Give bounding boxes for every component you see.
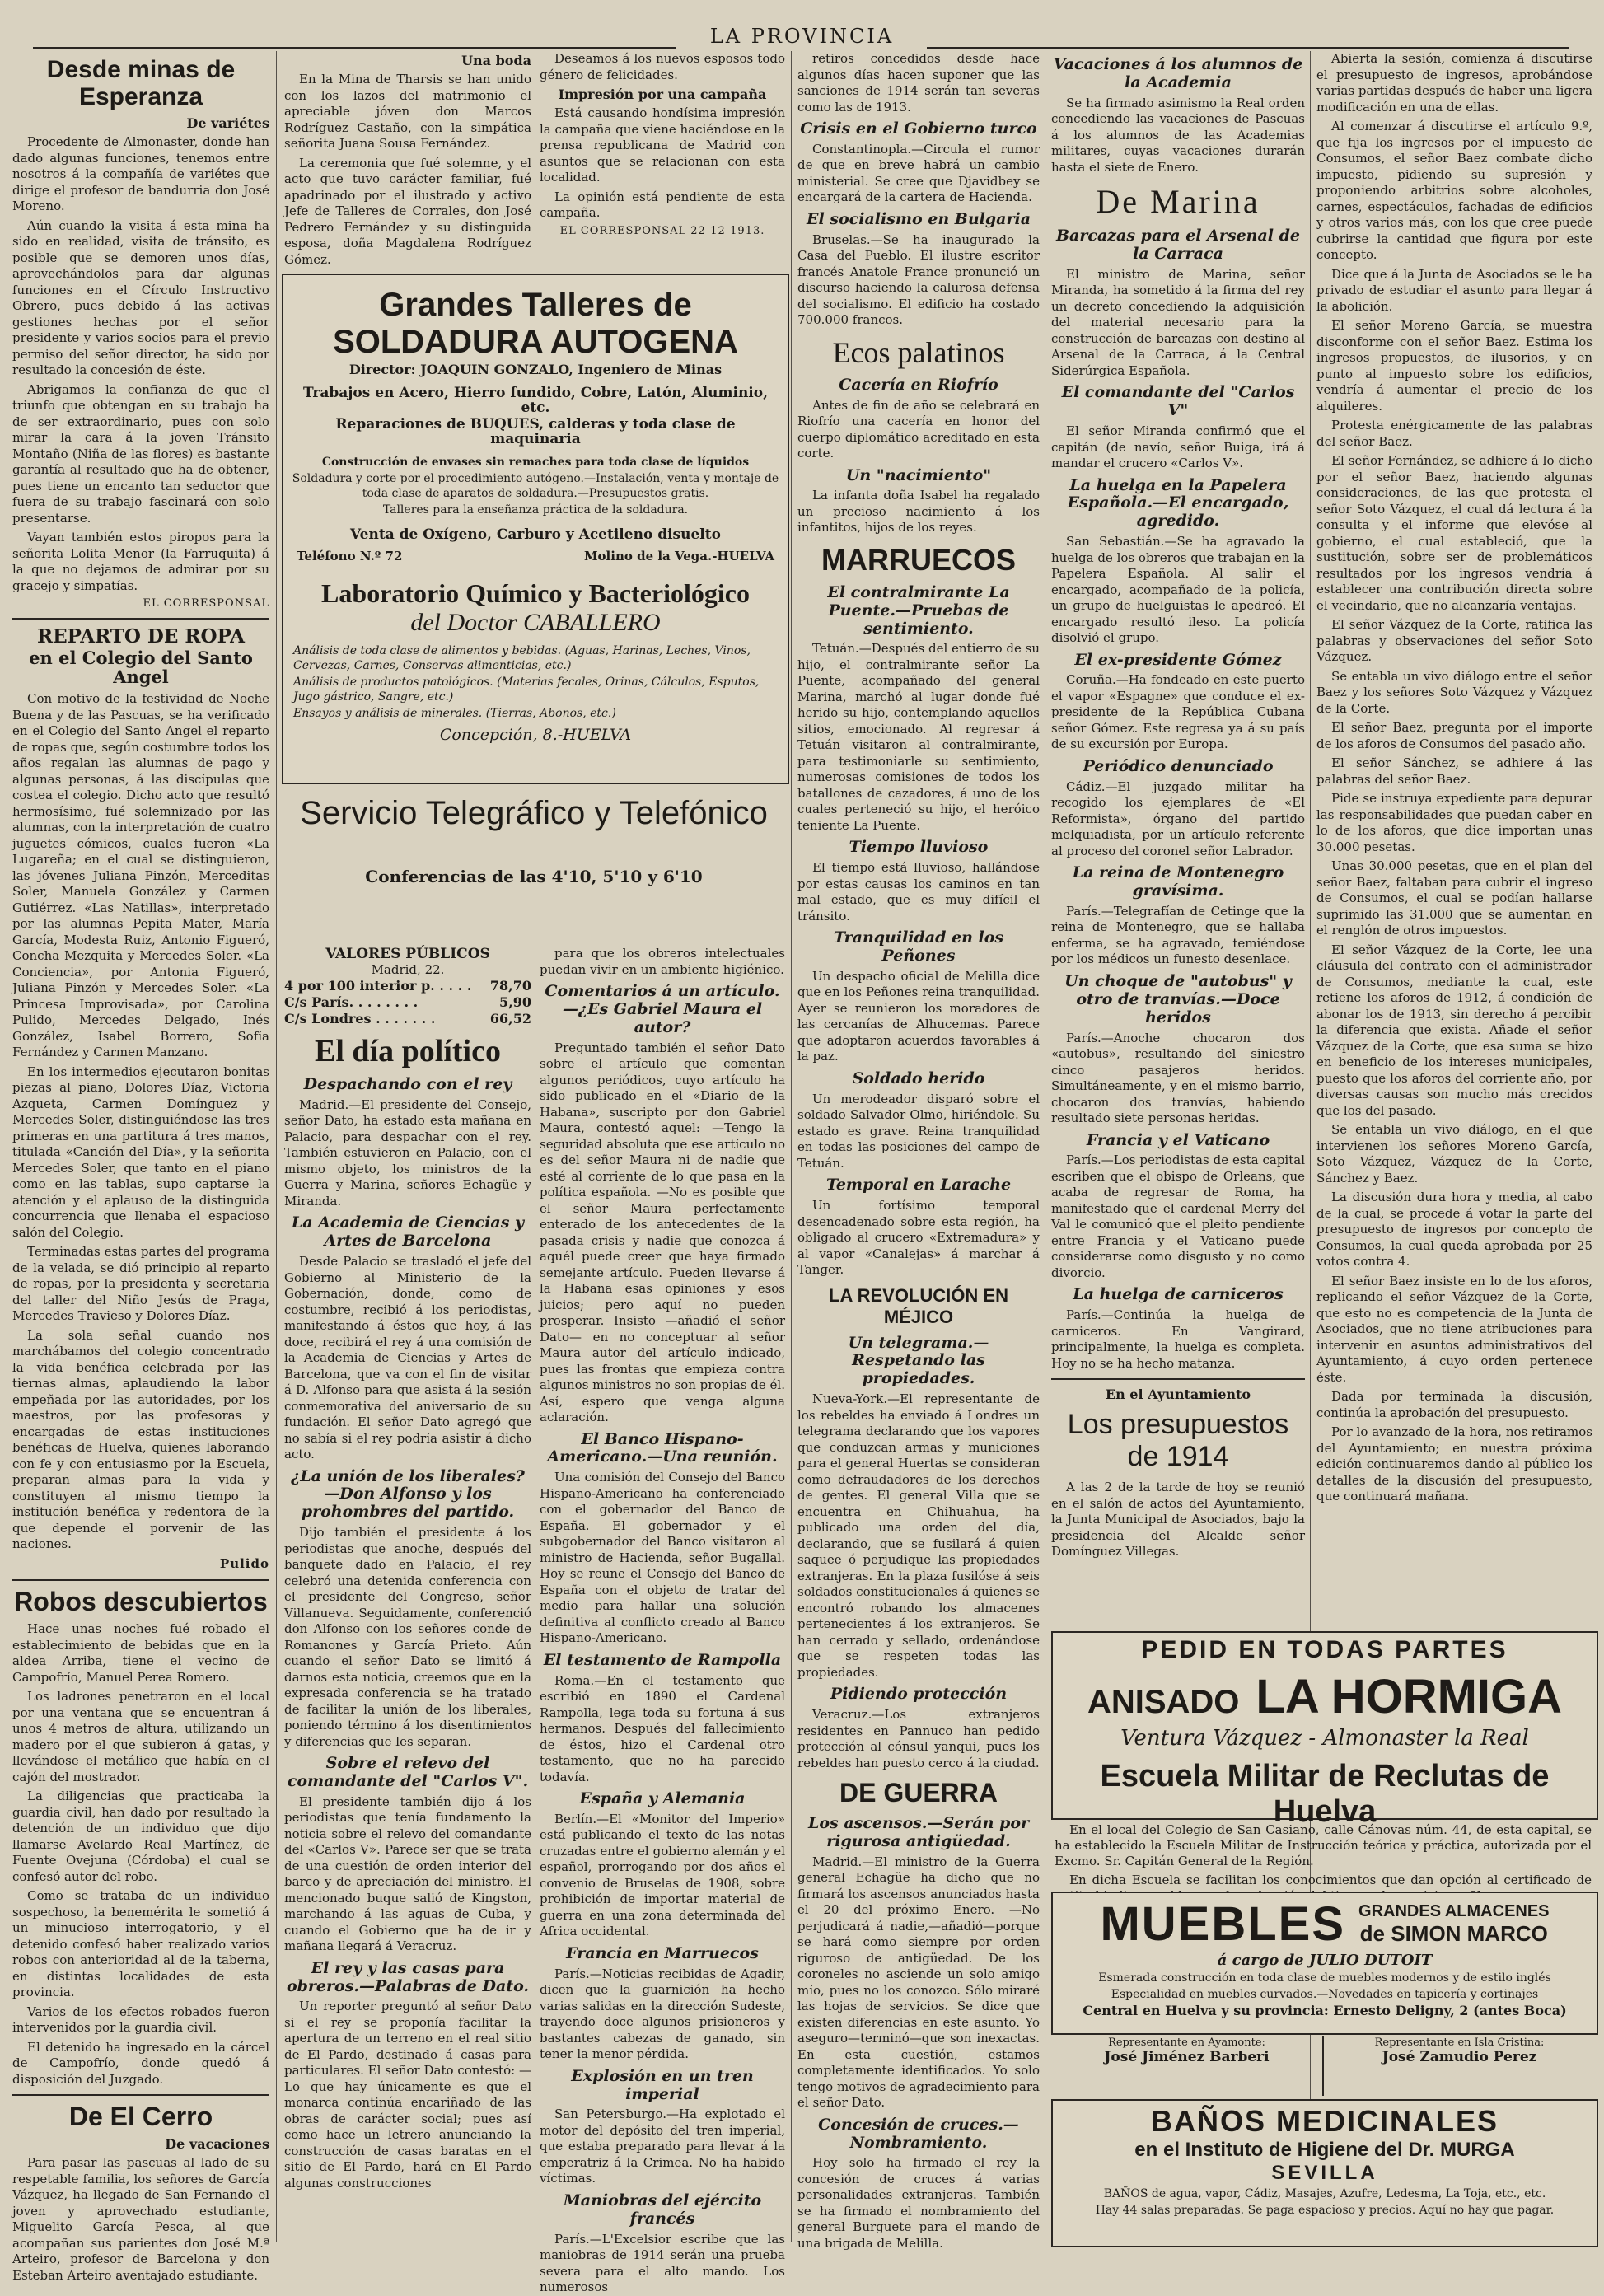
article-title: Tranquilidad en los Peñones: [833, 928, 1004, 966]
paragraph: San Sebastián.—Se ha agravado la huelga de los obreros que trabajan en la Papelera Española. Al salir el encargado, acompañado de la policía, un grupo de huelguistas le apedreó. El encargado resultó ileso. La policía disolvió el grupo.: [1051, 534, 1305, 646]
representatives: [1051, 2036, 1595, 2096]
ad-line: Director: JOAQUIN GONZALO, Ingeniero de Minas: [348, 362, 723, 377]
rep-label: Representante en Isla Cristina:: [1374, 2036, 1545, 2049]
paragraph: para que los obreros intelectuales puedan vivir en un ambiente higiénico.: [540, 946, 785, 977]
article-title: Una boda: [461, 53, 531, 68]
article-title: El comandante del "Carlos V": [1061, 383, 1295, 420]
ad-line: Soldadura y corte por el procedimiento autógeno.—Instalación, venta y montaje de toda clase de aparatos de soldadura.—Presupuestos gratis.: [292, 472, 779, 500]
telegraph-header: [282, 795, 786, 886]
ad-line: Construcción de envases sin remaches para toda clase de líquidos: [321, 456, 750, 469]
stock-label: 4 por 100 interior p. . . . .: [284, 978, 472, 994]
ad-brand-row: [1053, 1669, 1597, 1724]
ad-brand-prefix: ANISADO: [1087, 1684, 1240, 1720]
column-3-lower: [540, 946, 785, 2295]
divider: [12, 2094, 269, 2096]
article-title: Vacaciones á los alumnos de la Academia: [1053, 55, 1303, 91]
ad-laboratorio: [282, 570, 789, 784]
paragraph: Dijo también el presidente á los periodistas que anoche, después del banquete dado en Palacio, el rey celebró una detenida conferencia con el presidente del Congreso, señor Villanueva. Seguidamente, conferenció don Alfonso con los señores conde de Romanones y García Prieto. Aún cuando el señor Dato se limitó á darnos esta noticia, creemos que en la expresada conferencia se ha tratado de facilitar la unión de los liberales, poniendo término á los disentimientos y diferencias que les separan.: [284, 1525, 531, 1749]
article-title: Francia y el Vaticano: [1086, 1130, 1270, 1149]
paragraph: Al comenzar á discutirse el artículo 9.º, que fija los ingresos por el impuesto de Consumos, el señor Baez combate dicho impuesto, pidiendo su supresión y proponiendo arbitrios sobre alcoholes, carnes, espectáculos, fachadas de edificios y otros varios más, con los que cree puede cubrirse la cantidad que figura por este concepto.: [1316, 119, 1592, 262]
article-title: El Banco Hispano-Americano.—Una reunión.: [547, 1429, 778, 1466]
ad-footer: [297, 549, 774, 563]
paragraph: Como se trataba de un individuo sospechoso, la benemérita le sometió á un minucioso interrogatorio, y el detenido confesó haber realizado varios robos con anterioridad al de la taberna, en distintas localidades de esta provincia.: [12, 1888, 269, 2000]
column-4: [797, 51, 1040, 2251]
article-title: Un choque de "autobus" y otro de tranvías.—Doce heridos: [1064, 971, 1292, 1026]
ad-line: Esmerada construcción en toda clase de muebles modernos y de estilo inglés: [1098, 1971, 1551, 1985]
paragraph: Procedente de Almonaster, donde han dado algunas funciones, tenemos entre nosotros á la compañía de variétes que dirige el profesor de bandurria don José Moreno.: [12, 134, 269, 213]
ad-line: Trabajos en Acero, Hierro fundido, Cobre, Latón, Aluminio, etc.: [302, 385, 769, 416]
paragraph: Se entabla un vivo diálogo entre el señor Baez y los señores Soto Vázquez y Vázquez de la Corte.: [1316, 668, 1592, 716]
divider: [12, 618, 269, 620]
article-title: Temporal en Larache: [825, 1176, 1012, 1195]
paragraph: Pide se instruya expediente para depurar las responsabilidades que puedan caber en lo de los aforos, que dice importan unas 30.000 pesetas.: [1316, 791, 1592, 854]
rep-name: José Zamudio Perez: [1382, 2049, 1537, 2065]
section-label: En el Ayuntamiento: [1105, 1386, 1251, 1403]
ad-line: Reparaciones de BUQUES, calderas y toda clase de maquinaria: [335, 416, 736, 447]
ad-line: GRANDES ALMACENES: [1358, 1901, 1550, 1920]
article-title: Comentarios á un artículo.—¿Es Gabriel Maura el autor?: [545, 982, 780, 1036]
ad-line: SEVILLA: [1271, 2162, 1378, 2184]
masthead: [0, 25, 1604, 51]
divider: [1051, 1378, 1305, 1380]
ad-brand-side: [1358, 1902, 1550, 1947]
article-title: Un telegrama.—Respetando las propiedades.: [848, 1333, 989, 1388]
ad-subtitle: del Doctor CABALLERO: [410, 609, 661, 636]
paragraph: Deseamos á los nuevos esposos todo género de felicidades.: [540, 51, 785, 82]
stock-row: [284, 1011, 531, 1026]
paragraph: Se entabla un vivo diálogo, en el que intervienen los señores Moreno García, Soto Vázquez, Vázquez de la Corte, Sánchez y Baez.: [1316, 1122, 1592, 1185]
stock-date: Madrid, 22.: [371, 962, 445, 977]
ad-line: Central en Huelva y su provincia: Ernesto Deligny, 2 (antes Boca): [1083, 2003, 1567, 2018]
paragraph: En los intermedios ejecutaron bonitas piezas al piano, Dolores Díaz, Victoria Azqueta, Carmen Domínguez y Mercedes Soler, distinguiéndose las tres primeras en una partitura á tres manos, titulada «Canción del Día», y la señorita Mercedes Soler, que tanto en el piano como en las tablas, supo captarse la atención y el aplauso de la distinguida concurrencia que llenaba el espacioso salón del Colegio.: [12, 1064, 269, 1240]
paragraph: El ministro de Marina, señor Miranda, ha sometido á la firma del rey un decreto concediendo la adquisición del material necesario para la construcción de barcazas con destino al Arsenal de la Carraca, á la Central Siderúrgica Española.: [1051, 266, 1305, 378]
section-title: De Marina: [1096, 183, 1260, 221]
ad-line: Talleres para la enseñanza práctica de la soldadura.: [382, 503, 689, 517]
paragraph: San Petersburgo.—Ha explotado el motor del depósito del tren imperial, que estaba preparado para llevar á la emperatriz á la Crimea. No ha habido víctimas.: [540, 2107, 785, 2186]
ad-brand-row: [1053, 1896, 1597, 1952]
divider: [12, 1579, 269, 1581]
article-title: REPARTO DE ROPA: [36, 625, 246, 648]
paragraph: Hoy solo ha firmado el rey la concesión de cruces á varias personalidades extranjeras. También se ha firmado el nombramiento del general Burguete para el mando de una brigada de Melilla.: [797, 2155, 1040, 2251]
paragraph: Berlín.—El «Monitor del Imperio» está publicando el texto de las notas cruzadas entre el gobierno alemán y el español, prorrogando por dos años el convenio de Bruselas de 1908, sobre prohibición de importar material de guerra en una zona determinada del Africa occidental.: [540, 1811, 785, 1939]
section-title: DE GUERRA: [839, 1778, 998, 1807]
paragraph: La infanta doña Isabel ha regalado un precioso nacimiento á los infantitos, hijos de los reyes.: [797, 488, 1040, 535]
paragraph: Preguntado también el señor Dato sobre el artículo que comentan algunos periódicos, cuyo artículo ha sido publicado en el «Diario de la Habana», suscripto por don Gabriel Maura, contestó aquel: —Tengo la seguridad absoluta que ese artículo no es del señor Maura ni de nadie que esté al corriente de lo que pasa en la política española. —No es posible que el señor Maura perfectamente enterado de los antecedentes de la pasada crisis y nadie que conozca á aquél puede creer que haya firmado semejante artículo. Pueden llevarse á la Habana esas opiniones y esos juicios; pero aquí no pueden prosperar. Insisto —añadió el señor Dato— en no conceptuar al señor Maura autor del artículo indicado, pues las frontas que empieza contra algunos ministros no son propias de él. Así, espero que venga alguna aclaración.: [540, 1040, 785, 1425]
paragraph: París.—Telegrafían de Cetinge que la reina de Montenegro, que se hallaba enferma, se ha agravado, temiéndose por los médicos un funesto desenlace.: [1051, 903, 1305, 967]
paragraph: Dada por terminada la discusión, continúa la aprobación del presupuesto.: [1316, 1389, 1592, 1420]
paragraph: Los ladrones penetraron en el local por una ventana que se encuentran á unos 4 metros de altura, utilizando un madero por el que subieron á gatas, y llevándose el metálico que había en el cajón del mostrador.: [12, 1689, 269, 1784]
article-title: Los ascensos.—Serán por rigurosa antigüedad.: [807, 1814, 1030, 1850]
paragraph: El señor Miranda confirmó que el capitán (de navío, señor Buiga, irá á mandar el crucero «Carlos V».: [1051, 423, 1305, 471]
section-title: MARRUECOS: [821, 542, 1016, 577]
ad-title: Escuela Militar de Reclutas de Huelva: [1100, 1759, 1550, 1829]
representative: [1051, 2036, 1322, 2096]
article-title: Robos descubiertos: [14, 1586, 268, 1616]
article-title: El socialismo en Bulgaria: [806, 209, 1031, 228]
paragraph: Unas 30.000 pesetas, que en el plan del señor Baez, faltaban para cubrir el ingreso de Consumos, el cual se podían hallarse suprimido las 31.000 que se aumentan en el renglón de otros impuestos.: [1316, 858, 1592, 938]
section-title: El día político: [315, 1034, 501, 1069]
article-title: Soldado herido: [852, 1069, 985, 1087]
paragraph: Constantinopla.—Circula el rumor de que en breve habrá un cambio ministerial. Se cree que Djavidbey se encargará de la cartera de Hacienda.: [797, 141, 1040, 205]
paragraph: Madrid.—El presidente del Consejo, señor Dato, ha estado esta mañana en Palacio, para despachar con el rey. También estuvieron en Palacio, con el mismo objeto, los ministros de la Guerra y Marina, señores Echagüe y Miranda.: [284, 1097, 531, 1209]
paragraph: El señor Moreno García, se muestra disconforme con el señor Baez. Estima los ingresos propuestos, de ilusorios, y en punto al impuesto sobre los edificios, vendría á aumentar el precio de los alquileres.: [1316, 318, 1592, 414]
paragraph: París.—Continúa la huelga de carniceros. En Vangirard, principalmente, la huelga es completa. Hoy no se ha hecho matanza.: [1051, 1307, 1305, 1371]
ad-brand: MUEBLES: [1100, 1897, 1346, 1951]
ad-la-hormiga: [1051, 1631, 1598, 1829]
paragraph: Hace unas noches fué robado el establecimiento de bebidas que en la aldea Arriba, tiene el vecino de Campofrío, Manuel Perea Romero.: [12, 1621, 269, 1685]
ad-title: BAÑOS MEDICINALES: [1150, 2104, 1499, 2138]
paragraph: retiros concedidos desde hace algunos días hacen suponer que las sanciones de 1914 serán tan severas como las de 1913.: [797, 51, 1040, 115]
ad-headline: PEDID EN TODAS PARTES: [1141, 1636, 1508, 1663]
ad-line: Análisis de productos patológicos. (Materias fecales, Orinas, Cálculos, Esputos, Jugo gástrico, Sangre, etc.): [293, 676, 760, 704]
paragraph: Coruña.—Ha fondeado en este puerto el vapor «Espagne» que conduce el ex-presidente de la República Cubana señor Gómez. Este regresa ya á su país de su excursión por Europa.: [1051, 672, 1305, 752]
stock-row: [284, 978, 531, 994]
stock-label: C/s París. . . . . . . .: [284, 994, 419, 1010]
article-title: Maniobras del ejército francés: [563, 2191, 762, 2228]
ad-line: en el Instituto de Higiene del Dr. MURGA: [1134, 2139, 1515, 2161]
paragraph: Un despacho oficial de Melilla dice que en los Peñones reina tranquilidad. Ayer se reunieron los moradores de las cercanías de Alhucemas. Parece que adoptaron acuerdos favorables á la paz.: [797, 968, 1040, 1064]
paragraph: El tiempo está lluvioso, hallándose por estas causas los caminos en tan mal estado, que es muy difícil el tránsito.: [797, 860, 1040, 924]
paragraph: París.—Los periodistas de esta capital escriben que el obispo de Orleans, que acaba de regresar de Roma, ha manifestado que el cardenal Merry del Val le comunicó que el pleito pendiente entre Francia y el Vaticano puede considerarse como disgusto y no como divorcio.: [1051, 1153, 1305, 1280]
conference-times: Conferencias de las 4'10, 5'10 y 6'10: [365, 867, 703, 886]
article-title: Explosión en un tren imperial: [571, 2066, 754, 2103]
ad-muebles: [1051, 1892, 1598, 2035]
paragraph: A las 2 de la tarde de hoy se reunió en el salón de actos del Ayuntamiento, la Junta Municipal de Asociados, bajo la presidencia del Alcalde señor Domínguez Villegas.: [1051, 1480, 1305, 1560]
paragraph: Roma.—En el testamento que escribió en 1890 el Cardenal Rampolla, lega toda su fortuna á sus hermanos. Después del fallecimiento de éstos, hizo el Cardenal otro testamento, que no ha parecido todavía.: [540, 1672, 785, 1784]
section-title: Los presupuestos de 1914: [1067, 1409, 1289, 1473]
ad-soldadura: [282, 274, 789, 573]
article-title: El ex-presidente Gómez: [1074, 650, 1282, 669]
paragraph: El señor Baez insiste en lo de los aforos, replicando el señor Vázquez de la Corte, que esto no es competencia de la Junta de Asociados, que no tiene atribuciones para intervenir en asuntos administrativos del Ayuntamiento, á cuyo orden pertenece éste.: [1316, 1273, 1592, 1385]
paragraph: Con motivo de la festividad de Noche Buena y de las Pascuas, se ha verificado en el Colegio del Santo Angel el reparto de ropas que, según costumbre todos los años regalan las alumnas de pago y algunas personas, á las discípulas que costea el colegio. Dicho acto que resultó hermosísimo, fué solemnizado por las alumnas, con la interpretación de cuatro juguetes cómicos, cuales fueron «La Lugareña; en el cual se distinguieron, las jóvenes Juliana Pinzón, Merceditas Soler, Manuela González y Carmen Gutiérrez. «Las Natillas», interpretado por las alumnas Pepita Mater, María García, Modesta Ruiz, Antonio Figueró, Concha Mezquita y Mercedes Soler. «La Conciencia», por Antonia Figueró, Juliana Pinzón y Mercedes Soler. «La Princesa Improvisada», por Carolina Pulido, Mercedes Delgado, Inés González, Isabel Borrero, Sofía Fernández y Carmen Manzano.: [12, 691, 269, 1060]
article-subtitle: De vacaciones: [165, 2136, 269, 2153]
ad-line: de SIMON MARCO: [1359, 1920, 1548, 1946]
article-title: La reina de Montenegro gravísima.: [1072, 863, 1284, 900]
article-title: Concesión de cruces.—Nombramiento.: [818, 2115, 1019, 2152]
article-title: Francia en Marruecos: [566, 1943, 759, 1962]
paragraph: Protesta enérgicamente de las palabras del señor Baez.: [1316, 418, 1592, 449]
signature: Pulido: [219, 1555, 269, 1571]
paragraph: Dice que á la Junta de Asociados se le ha privado de estudiar el asunto para llegar á la abolición.: [1316, 266, 1592, 314]
representative: [1324, 2036, 1595, 2096]
stock-header: VALORES PÚBLICOS: [325, 946, 490, 962]
paragraph: Para pasar las pascuas al lado de su respetable familia, los señores de García Vázquez, ha llegado de San Fernando el joven y aprovechado estudiante, Miguelito García Pesca, al que acompañan sus parientes don José M.ª Arteiro, profesor de Barcelona y don Esteban Arteiro aventajado estudiante.: [12, 2155, 269, 2283]
column-2-lower: [284, 946, 531, 2243]
paragraph: La sola señal cuando nos marchábamos del colegio concentrado la vida benéfica celebrada por las tiernas almas, aplaudiendo la labor empeñada por las autoridades, por los maestros, por las profesoras y encargadas de estas instituciones benéficas de Huelva, quienes laborando con fe y con entusiasmo por la Escuela, preparan almas para la vida y constituyen al mismo tiempo la institución benéfica y redentora de la que depende el porvenir de las naciones.: [12, 1327, 269, 1552]
masthead-rule-left: [33, 47, 676, 49]
ad-line: á cargo de JULIO DUTOIT: [1217, 1952, 1433, 1969]
article-title: Crisis en el Gobierno turco: [800, 119, 1037, 138]
ad-address: Molino de la Vega.-HUELVA: [583, 549, 774, 563]
article-title: La huelga de carniceros: [1073, 1285, 1284, 1304]
paragraph: Madrid.—El ministro de la Guerra general Echagüe ha dicho que no firmará los ascensos anunciados hasta el 20 del próximo Enero. —No perjudicará á nadie,—añadió—porque se hará como siempre por orden riguroso de antigüedad. De los coroneles no asciende un solo amigo mío, pues no los conozco. Sólo miraré las hojas de servicios. Se dice que existen diferencias en este asunto. Yo aseguro—terminó—que son inexactas. En esta cuestión, estamos completamente identificados. Yo solo tengo motivos de agradecimiento para el señor Dato.: [797, 1854, 1040, 2111]
column-2-top: [284, 51, 531, 269]
rep-name: José Jiménez Barberi: [1104, 2049, 1270, 2065]
paragraph: Está causando hondísima impresión la campaña que viene haciéndose en la prensa republicana de Madrid con asuntos que se relacionan con esta localidad.: [540, 105, 785, 185]
paragraph: El señor Vázquez de la Corte, lee una cláusula del contrato con el administrador de Consumos, mediante la cual, este retiene los aforos de 1912, á condición de abonar los de 1913, sin derecho á percibir la diferencia que exista. Añade el señor Vázquez de la Corte, que esa suma se hizo en beneficio de los intereses municipales, puesto que los aforos del corriente año, por diversas causas son mucho más crecidos que los del pasado.: [1316, 942, 1592, 1118]
paragraph: París.—Anoche chocaron dos «autobus», resultando del siniestro cinco pasajeros heridos. Simultáneamente, y en el mismo barrio, chocaron dos tranvías, habiendo resultado siete personas heridas.: [1051, 1030, 1305, 1125]
ad-line: Ensayos y análisis de minerales. (Tierras, Abonos, etc.): [293, 707, 616, 720]
paragraph: La diligencias que practicaba la guardia civil, han dado por resultado la detención de un individuo que dijo llamarse Avelardo Real Martínez, de Fuente Ovejuna (Córdoba) el cual se confesó autor del robo.: [12, 1789, 269, 1884]
newspaper-title: LA PROVINCIA: [709, 25, 895, 48]
paragraph: El señor Fernández, se adhiere á lo dicho por el señor Baez, haciendo algunas consideraciones, de las que protesta el señor Soto Vázquez, el cual dá lectura á la consulta y el informe que elevóse al gobierno, el cual estableció, que la sustitución, sobre ser de problemáticos resultados por los ingresos vendría á establecer una contribución directa sobre el vecindario, que no alcanzaría ventajas.: [1316, 453, 1592, 613]
paragraph: La opinión está pendiente de esta campaña.: [540, 189, 785, 220]
article-title: Pidiendo protección: [830, 1685, 1008, 1704]
article-title: La huelga en la Papelera Española.—El encargado, agredido.: [1067, 475, 1289, 531]
paragraph: Aún cuando la visita á esta mina ha sido en realidad, visita de tránsito, es posible que se demoren unos días, aprovechándolos para dar algunas funciones en el Círculo Instructivo Obrero, pues debido á las activas gestiones hechas por el señor presidente y varios socios para el previo permiso del señor director, ha sido por resultado la concesión de éste.: [12, 217, 269, 377]
paragraph: En dicha Escuela se facilitan los conocimientos que dan opción al certificado de: [1069, 1873, 1592, 1887]
section-title: Servicio Telegráfico y Telefónico: [300, 795, 768, 831]
stock-row: [284, 994, 531, 1010]
paragraph: Un merodeador disparó sobre el soldado Salvador Olmo, hiriéndole. Su estado es grave. Reina tranquilidad en todas las posiciones del campo de Tetuán.: [797, 1091, 1040, 1171]
paragraph: París.—L'Excelsior escribe que las maniobras de 1914 serán una prueba severa para el alto mando. Los numerosos: [540, 2231, 785, 2295]
column-divider: [276, 51, 277, 2242]
paragraph: Abrigamos la confianza de que el triunfo que obtengan en su trabajo ha de ser extraordinario, pues con solo mirar la cara á la joven Tránsito Montaño (Niña de las flores) es bastante garantía al resultado que ha de obtener, pues tiene un encanto tan seductor que fuera de su trabajo fascinará con solo presentarse.: [12, 381, 269, 526]
paragraph: En la Mina de Tharsis se han unido con los lazos del matrimonio el apreciable jóven don Marcos Rodríguez Castaño, con la simpática señorita Juana Sousa Fernández.: [284, 72, 531, 151]
paragraph: Desde Palacio se trasladó el jefe del Gobierno al Ministerio de la Gobernación, donde, como de costumbre, recibió á los periodistas, manifestando á éstos que hoy, á las doce, recibirá el rey á una comisión de la Academia de Ciencias y Artes de Barcelona, que va con el fin de visitar á D. Alfonso para que asista á la sesión conmemorativa del aniversario de su fundación. El señor Dato agregó que no sabía si el rey podría asistir á dicho acto.: [284, 1254, 531, 1462]
paragraph: Un reporter preguntó al señor Dato si el rey se proponía facilitar la apertura de un terreno en el real sitio de El Pardo, destinado á casas para particulares. El señor Dato contestó: —Lo que hay únicamente es que el monarca continúa encariñado de las obras de carácter social; pues así como hace un letrero anunciando la construcción de casas baratas en el sitio de El Pardo, hará en El Pardo algunas construcciones: [284, 1999, 531, 2191]
paragraph: Terminadas estas partes del programa de la velada, se dió principio al reparto de ropas, por la presidenta y secretaria del taller del Niño Jesús de Praga, Mercedes Travieso y Dolores Díaz.: [12, 1244, 269, 1324]
ad-line: Análisis de toda clase de alimentos y bebidas. (Aguas, Harinas, Leches, Vinos, Cervezas, Carnes, Conservas alimenticias, etc.): [293, 644, 751, 672]
paragraph: En el local del Colegio de San Casiano, calle Cánovas núm. 44, de esta capital, se ha establecido la Escuela Militar de Instrucción teórica y práctica, autorizada por el Excmo. Sr. Capitán General de la Región.: [1055, 1822, 1592, 1868]
paragraph: El señor Sánchez, se adhiere á las palabras del señor Baez.: [1316, 755, 1592, 787]
article-title: España y Alemania: [579, 1789, 746, 1808]
article-title: Desde minas de Esperanza: [46, 56, 236, 110]
ad-line: Ventura Vázquez - Almonaster la Real: [1120, 1726, 1529, 1751]
article-title: Barcazas para el Arsenal de la Carraca: [1056, 227, 1300, 264]
paragraph: Se ha firmado asimismo la Real orden concediendo las vacaciones de Pascuas á los alumnos de las Academias militares, cuyas vacaciones durarán hasta el siete de Enero.: [1051, 95, 1305, 175]
article-title: Impresión por una campaña: [558, 87, 767, 102]
article-title: ¿La unión de los liberales?—Don Alfonso y los prohombres del partido.: [291, 1466, 525, 1522]
paragraph: La discusión dura hora y media, al cabo de la cual, se procede á votar la parte del presupuesto de ingresos por concepto de Consumos, la cual queda aprobada por 25 votos contra 4.: [1316, 1190, 1592, 1269]
column-divider: [791, 51, 792, 2242]
article-title: El contralmirante La Puente.—Pruebas de sentimiento.: [827, 582, 1010, 638]
paragraph: Un fortísimo temporal desencadenado sobre esta región, ha obligado al crucero «Extremadura» y al vapor «Canalejas» á marchar á Tanger.: [797, 1198, 1040, 1278]
article-title: El testamento de Rampolla: [543, 1650, 782, 1669]
article-title: Despachando con el rey: [303, 1075, 512, 1093]
ad-phone: Teléfono N.º 72: [297, 549, 403, 563]
signature: EL CORRESPONSAL: [143, 597, 269, 610]
ad-brand: LA HORMIGA: [1256, 1670, 1563, 1723]
paragraph: Antes de fin de año se celebrará en Riofrío una cacería en honor del cuerpo diplomático acreditado en esta corte.: [797, 397, 1040, 461]
article-subtitle: De variétes: [186, 115, 269, 131]
rep-label: Representante en Ayamonte:: [1108, 2036, 1265, 2049]
paragraph: Tetuán.—Después del entierro de su hijo, el contralmirante señor La Puente, acompañado del general Marina, marchó al lugar donde fué herido su hijo, contemplando aquellos sitios, emocionado. Al regresar á Tetuán visitaron al contralmirante, para testimoniarle su sentimiento, numerosas comisiones de todos los batallones de cazadores, á uno de los cuales perteneció su hijo, el heróico teniente La Puente.: [797, 641, 1040, 833]
masthead-rule-right: [927, 47, 1569, 49]
article-title: Periódico denunciado: [1083, 756, 1274, 775]
stock-value: 5,90: [499, 994, 531, 1010]
paragraph: Varios de los efectos robados fueron intervenidos por la guardia civil.: [12, 2004, 269, 2036]
column-5: [1051, 51, 1305, 1625]
ad-title: Laboratorio Químico y Bacteriológico: [321, 578, 750, 608]
section-title: Ecos palatinos: [832, 335, 1005, 369]
ad-line: Venta de Oxígeno, Carburo y Acetileno disuelto: [350, 526, 721, 543]
paragraph: Vayan también estos piropos para la señorita Lolita Menor (la Farruquita) á la que no dejamos de admirar por su gracejo y simpatías.: [12, 530, 269, 593]
paragraph: Abierta la sesión, comienza á discutirse el presupuesto de ingresos, aprobándose varias partidas después de haber una ligera modificación en una de ellas.: [1316, 51, 1592, 115]
ad-banos: [1051, 2099, 1598, 2247]
paragraph: Por lo avanzado de la hora, nos retiramos del Ayuntamiento; en nuestra próxima edición continuaremos dando al público los detalles de la discusión del presupuesto, que continuará mañana.: [1316, 1424, 1592, 1503]
article-title: La Academia de Ciencias y Artes de Barcelona: [291, 1213, 525, 1251]
paragraph: La ceremonia que fué solemne, y el acto que tuvo carácter familiar, fué apadrinado por el ilustrado y activo Jefe de Talleres de Corrales, don José Pedrero Fernández y su distinguida esposa, doña Magdalena Rodríguez Gómez.: [284, 155, 531, 267]
section-title: LA REVOLUCIÓN EN MÉJICO: [829, 1284, 1008, 1327]
ad-line: BAÑOS de agua, vapor, Cádiz, Masajes, Azufre, Ledesma, La Toja, etc., etc.: [1103, 2187, 1546, 2200]
paragraph: París.—Noticias recibidas de Agadir, dicen que la guarnición ha hecho varias salidas en la dirección Sudeste, trayendo doce algunos prisioneros y bastantes cabezas de ganado, sin tener la menor pérdida.: [540, 1966, 785, 2062]
stock-value: 66,52: [489, 1011, 531, 1026]
signature: EL CORRESPONSAL 22-12-1913.: [559, 224, 765, 237]
column-1: [12, 51, 269, 2283]
paragraph: Veracruz.—Los extranjeros residentes en Pannuco han pedido protección al cónsul yanqui, pues los rebeldes han puesto cerco á la ciudad.: [797, 1707, 1040, 1770]
article-title: Sobre el relevo del comandante del "Carlos V".: [287, 1754, 529, 1790]
column-6: [1316, 51, 1592, 1625]
column-3-top: [540, 51, 785, 269]
ad-title: Grandes Talleres de SOLDADURA AUTOGENA: [333, 287, 738, 360]
stock-value: 78,70: [489, 978, 531, 994]
paragraph: Cádiz.—El juzgado militar ha recogido los ejemplares de «El Reformista», órgano del partido melquiadista, por un artículo referente al proceso del coronel señor Labrador.: [1051, 779, 1305, 858]
article-title: El rey y las casas para obreros.—Palabras de Dato.: [286, 1958, 530, 1995]
stock-label: C/s Londres . . . . . . .: [284, 1011, 436, 1026]
paragraph: El señor Baez, pregunta por el importe de los aforos de Consumos del pasado año.: [1316, 720, 1592, 751]
ad-line: Hay 44 salas preparadas. Se paga espacioso y precios. Aquí no hay que pagar.: [1095, 2204, 1555, 2217]
ad-address: Concepción, 8.-HUELVA: [439, 726, 632, 744]
paragraph: Nueva-York.—El representante de los rebeldes ha enviado á Londres un telegrama declarando que los vapores que conduzcan armas y municiones para el general Huertas se consideran como defraudadores de los derechos de gentes. El general Villa que se encuentra en Chihuahua, ha publicado una orden del día, declarando, que se fusilará á quien saquee ó perjudique las propiedades extranjeras. En la plaza fusilóse á seis soldados constitucionales á quienes se encontró robando los almacenes pertenecientes á los extranjeros. Se han cerrado y sellado, ordenándose que se respeten todas las propiedades.: [797, 1391, 1040, 1680]
paragraph: El presidente también dijo á los periodistas que tenía fundamento la noticia sobre el relevo del comandante del «Carlos V». Parece ser que se trata de una cuestión de orden interior del barco y de apreciación del ministro. El mencionado buque salió de Kingston, marchando á las aguas de Cuba, y cuando el Gobierno que ha de ir y mañana llegará á Veracruz.: [284, 1793, 531, 1954]
ad-line: Especialidad en muebles curvados.—Novedades en tapicería y cortinajes: [1111, 1988, 1539, 2001]
article-title: en el Colegio del Santo Angel: [29, 648, 253, 688]
article-title: Tiempo lluvioso: [849, 838, 989, 857]
paragraph: Bruselas.—Se ha inaugurado la Casa del Pueblo. El ilustre escritor francés Anatole France pronunció un discurso haciendo la calurosa defensa del socialismo. El edificio ha costado 700.000 francos.: [797, 231, 1040, 328]
article-title: De El Cerro: [68, 2102, 213, 2132]
article-title: Un "nacimiento": [845, 465, 992, 484]
paragraph: El detenido ha ingresado en la cárcel de Campofrío, donde quedó á disposición del Juzgado.: [12, 2039, 269, 2087]
paragraph: El señor Vázquez de la Corte, ratifica las palabras y observaciones del señor Soto Vázquez.: [1316, 617, 1592, 664]
article-title: Cacería en Riofrío: [839, 375, 998, 394]
paragraph: Una comisión del Consejo del Banco Hispano-Americano ha conferenciado con el gobernador del Banco de España. El gobernador y el subgobernador del Banco visitaron al ministro de Hacienda, señor Bugallal. Hoy se reune el Consejo del Banco de España con el objeto de tratar del medio para hallar una solución definitiva al conflicto creado al Banco Hispano-Americano.: [540, 1470, 785, 1646]
